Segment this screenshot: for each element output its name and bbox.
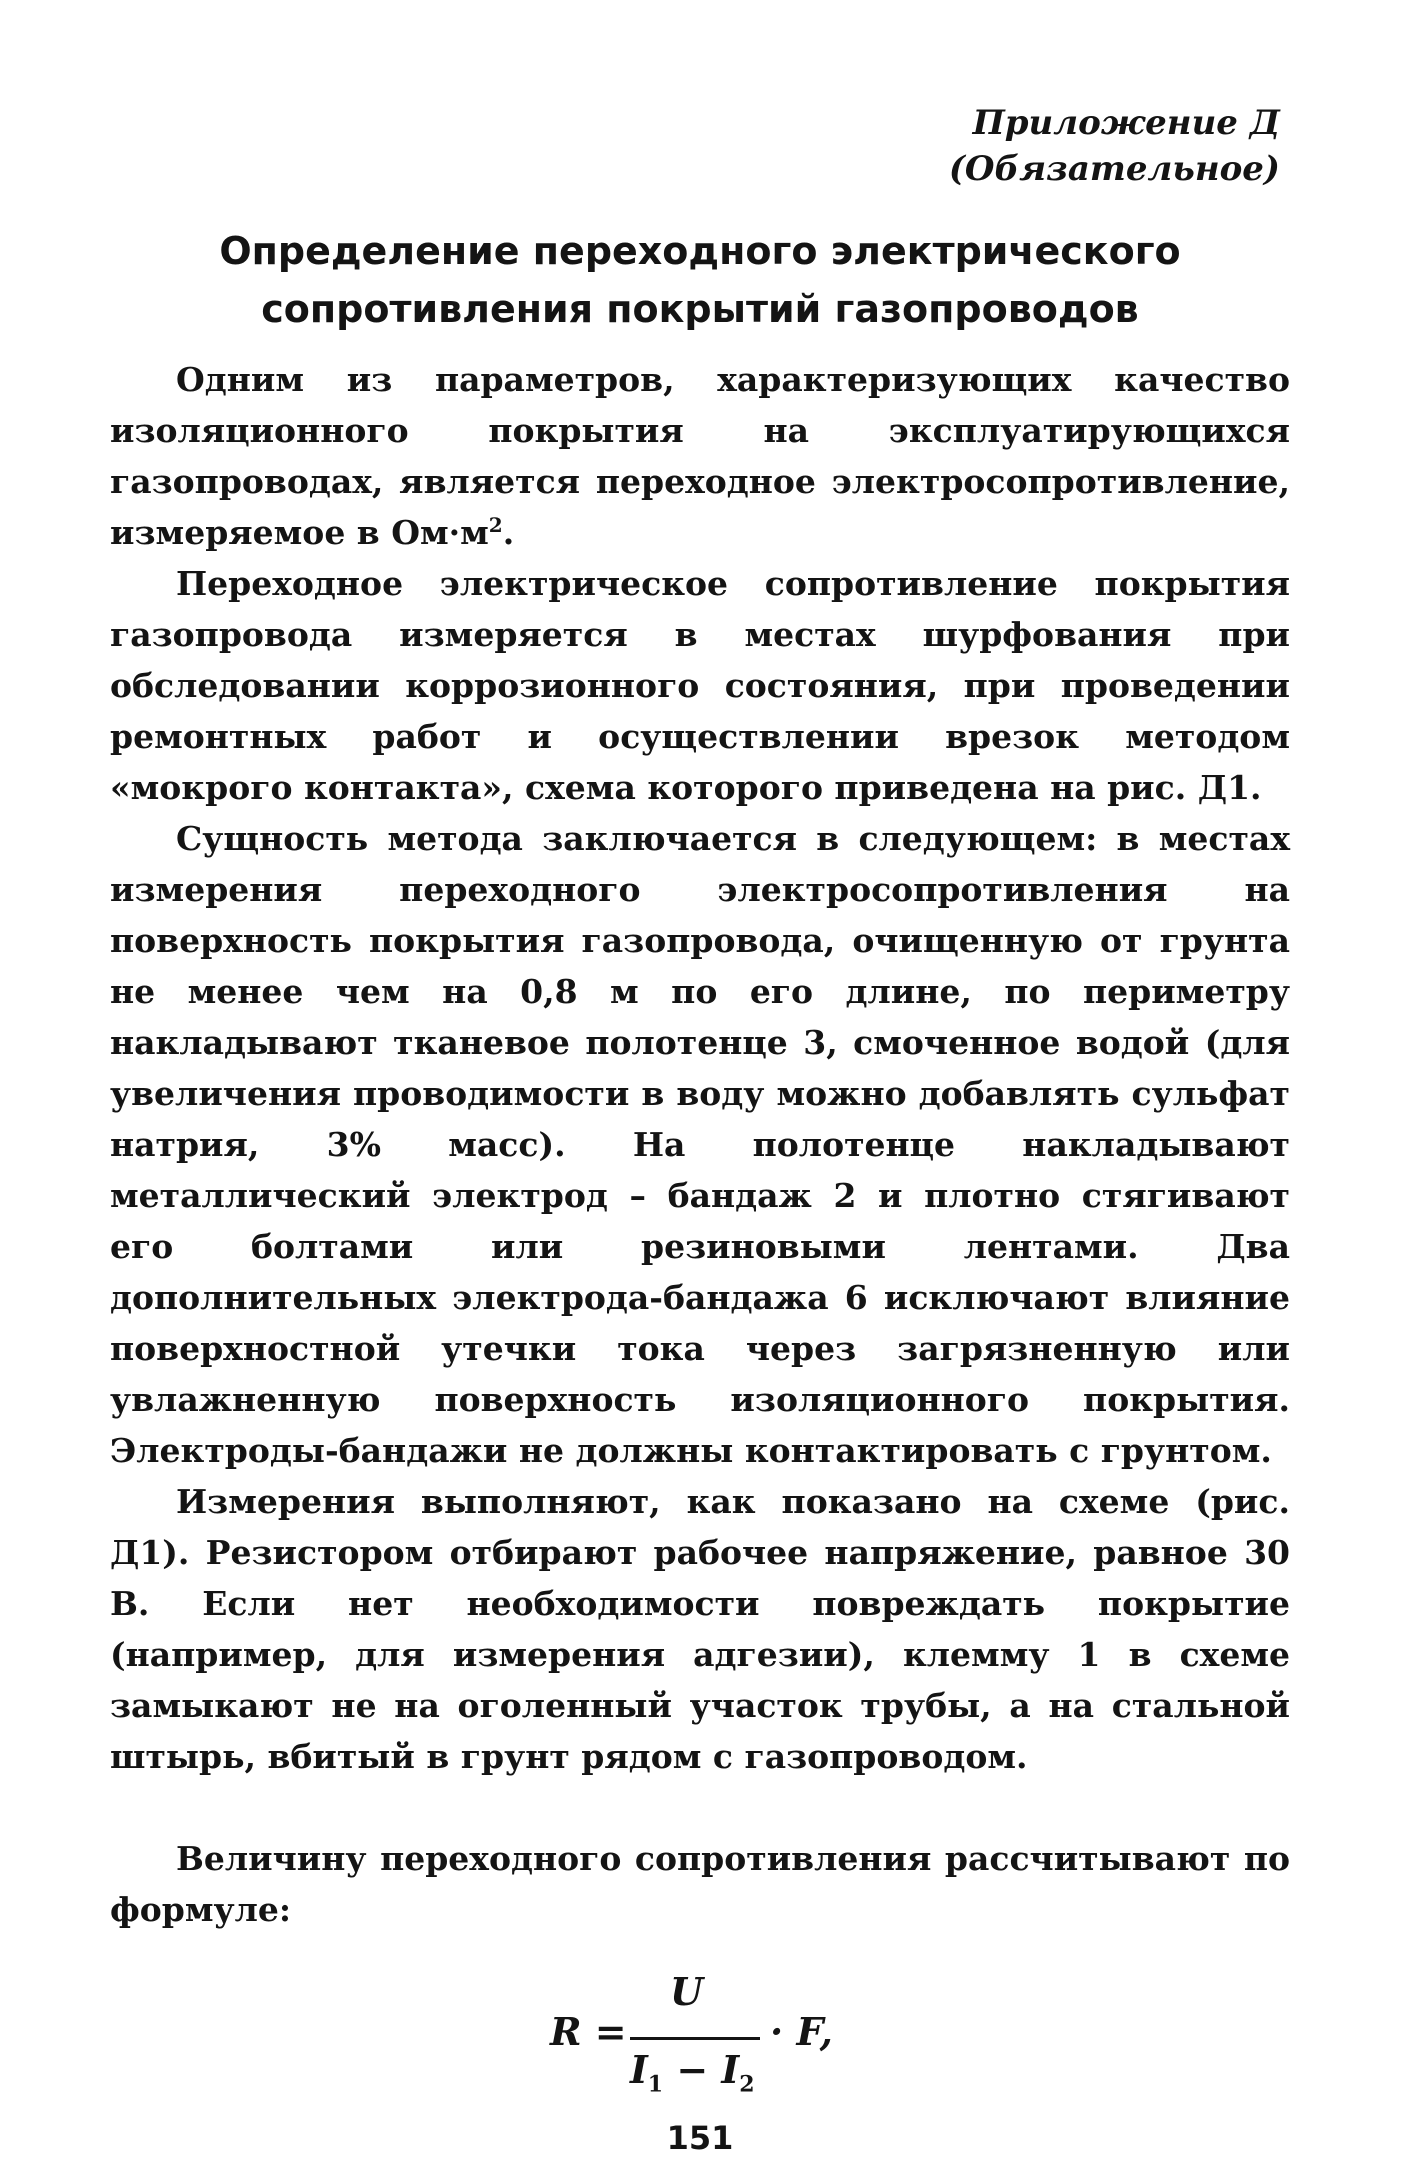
- section-title: [110, 222, 1290, 338]
- formula-numerator: U: [670, 1969, 704, 2014]
- paragraph-4: Измерения выполняют, как показано на схеме (рис. Д1). Резистором отбирают рабочее напряжение, равное 30 В. Если нет необходимости повреждать покрытие (например, для измерения адгезии), клемму 1 в схеме замыкают не на оголенный участок трубы, а на стальной штырь, вбитый в грунт рядом с газопроводом.: [110, 1482, 1290, 1776]
- page-number: 151: [666, 2119, 734, 2157]
- formula-lhs: R =: [550, 2009, 627, 2054]
- unit-superscript: 2: [488, 513, 503, 537]
- appendix-header: [110, 100, 1280, 192]
- resistance-formula: [110, 1969, 1290, 2099]
- section-title-line-2: сопротивления покрытий газопроводов: [261, 287, 1139, 331]
- paragraph-1: [110, 354, 1290, 558]
- document-page: [110, 100, 1290, 2157]
- paragraph-1-text: Одним из параметров, характеризующих качество изоляционного покрытия на эксплуатирующихся газопроводах, является переходное электросопротивление, измеряемое в Ом·м: [110, 360, 1290, 552]
- formula-tail: · F,: [770, 2009, 833, 2054]
- section-title-line-1: Определение переходного электрического: [219, 229, 1181, 273]
- paragraph-5: Величину переходного сопротивления рассчитывают по формуле:: [110, 1839, 1290, 1929]
- formula-current-1: I: [630, 2047, 648, 2092]
- paragraph-spacer: [110, 1782, 1290, 1833]
- paragraph-1-end: .: [502, 513, 515, 552]
- paragraph-2: Переходное электрическое сопротивление покрытия газопровода измеряется в местах шурфования при обследовании коррозионного состояния, при проведении ремонтных работ и осуществлении врезок методом «мокрого контакта», схема которого приведена на рис. Д1.: [110, 564, 1290, 807]
- formula-subscript-1: 1: [647, 2071, 664, 2098]
- appendix-status: (Обязательное): [948, 149, 1280, 189]
- formula-minus: −: [663, 2047, 722, 2092]
- formula-current-2: I: [721, 2047, 740, 2092]
- paragraph-3: Сущность метода заключается в следующем: в местах измерения переходного электросопротивления на поверхность покрытия газопровода, очищенную от грунта не менее чем на 0,8 м по его длине, по периметру накладывают тканевое полотенце 3, смоченное водой (для увеличения проводимости в воду можно добавлять сульфат натрия, 3% масс). На полотенце накладывают металлический электрод – бандаж 2 и плотно стягивают его болтами или резиновыми лентами. Два дополнительных электрода-бандажа 6 исключают влияние поверхностной утечки тока через загрязненную или увлажненную поверхность изоляционного покрытия. Электроды-бандажи не должны контактировать с грунтом.: [110, 819, 1290, 1470]
- appendix-label: Приложение Д: [972, 103, 1280, 143]
- formula-denominator: [630, 2047, 755, 2098]
- formula-subscript-2: 2: [739, 2071, 755, 2098]
- formula-fraction-bar: [630, 2037, 760, 2040]
